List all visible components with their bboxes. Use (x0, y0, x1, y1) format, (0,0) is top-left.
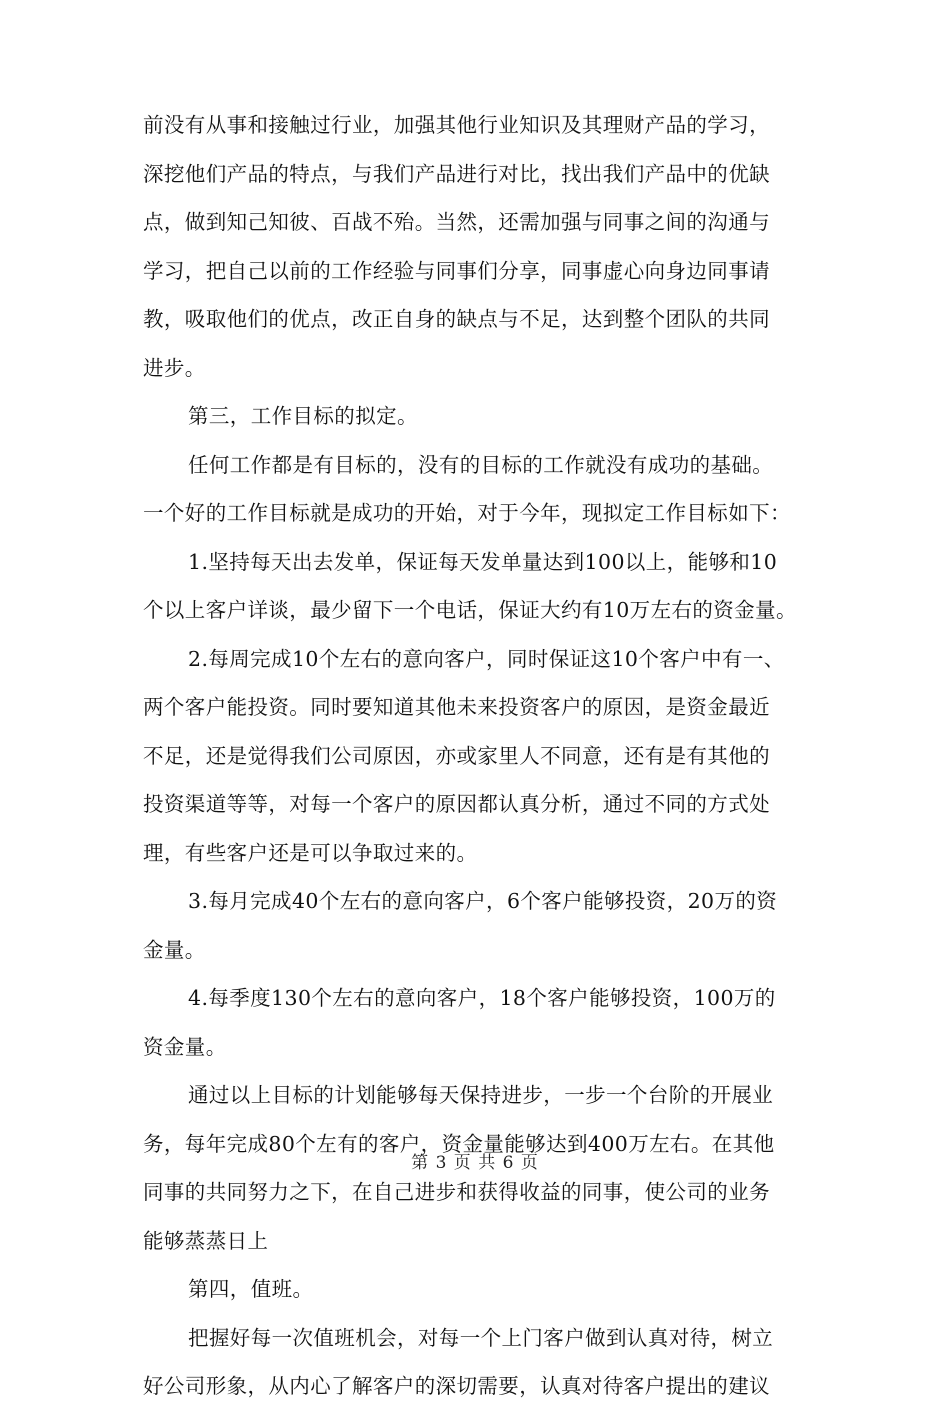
text-line: 第四，值班。 (188, 1277, 314, 1301)
text-line: 资金量。 (143, 1034, 227, 1059)
text-line: 两个客户能投资。同时要知道其他未来投资客户的原因，是资金最近 (143, 695, 770, 719)
text-line: 一个好的工作目标就是成功的开始，对于今年，现拟定工作目标如下： (143, 501, 791, 525)
text-line: 好公司形象，从内心了解客户的深切需要，认真对待客户提出的建议 (143, 1374, 770, 1398)
page-footer: 第 3 页 共 6 页 (411, 1153, 539, 1173)
text-line: 个以上客户详谈，最少留下一个电话，保证大约有10万左右的资金量。 (143, 598, 797, 622)
text-line: 理，有些客户还是可以争取过来的。 (143, 840, 478, 865)
text-line: 2.每周完成10个左右的意向客户，同时保证这10个客户中有一、 (188, 646, 785, 671)
text-line: 通过以上目标的计划能够每天保持进步，一步一个台阶的开展业 (188, 1083, 774, 1107)
text-line: 深挖他们产品的特点，与我们产品进行对比，找出我们产品中的优缺 (143, 161, 770, 186)
text-line: 前没有从事和接触过行业，加强其他行业知识及其理财产品的学习， (143, 113, 770, 137)
text-line: 点，做到知己知彼、百战不殆。当然，还需加强与同事之间的沟通与 (143, 210, 770, 234)
text-line: 同事的共同努力之下，在自己进步和获得收益的同事，使公司的业务 (143, 1180, 770, 1204)
document-body (143, 101, 803, 1411)
text-line: 不足，还是觉得我们公司原因，亦或家里人不同意，还有是有其他的 (143, 743, 770, 768)
text-line: 任何工作都是有目标的，没有的目标的工作就没有成功的基础。 (188, 452, 774, 477)
text-line: 把握好每一次值班机会，对每一个上门客户做到认真对待，树立 (188, 1325, 774, 1350)
text-line: 学习，把自己以前的工作经验与同事们分享，同事虚心向身边同事请 (143, 258, 770, 283)
text-line: 进步。 (143, 355, 206, 380)
text-line: 3.每月完成40个左右的意向客户，6个客户能够投资，20万的资 (188, 889, 778, 913)
text-line: 第三，工作目标的拟定。 (188, 404, 418, 428)
text-line: 务，每年完成80个左有的客户，资金量能够达到400万左右。在其他 (143, 1131, 775, 1156)
text-line: 金量。 (143, 937, 206, 962)
text-line: 教，吸取他们的优点，改正自身的缺点与不足，达到整个团队的共同 (143, 307, 770, 331)
text-line: 1.坚持每天出去发单，保证每天发单量达到100以上，能够和10 (188, 549, 778, 574)
text-line: 4.每季度130个左右的意向客户，18个客户能够投资，100万的 (188, 986, 776, 1010)
text-line: 投资渠道等等，对每一个客户的原因都认真分析，通过不同的方式处 (143, 792, 770, 816)
text-line: 能够蒸蒸日上 (143, 1228, 269, 1253)
